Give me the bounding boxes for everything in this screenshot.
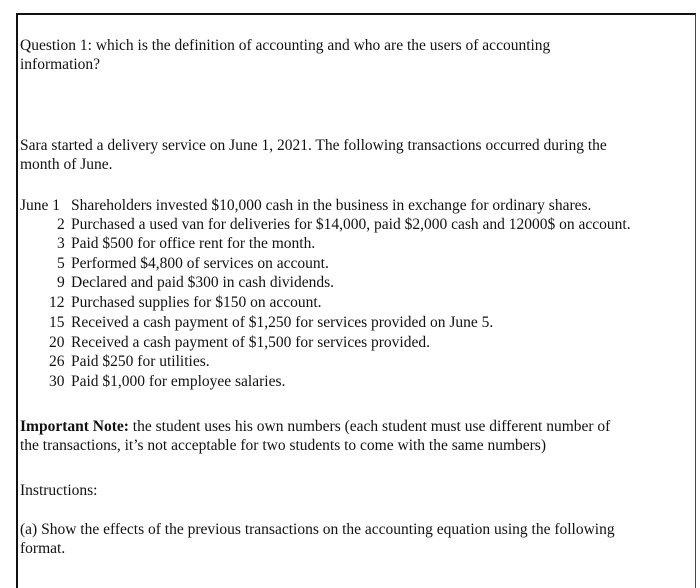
- question-1-line-2: information?: [20, 56, 101, 73]
- transaction-text: Paid $500 for office rent for the month.: [71, 235, 316, 252]
- important-note-line-2: the transactions, it’s not acceptable for two students to come with the same numbers): [20, 437, 547, 454]
- transaction-text: Paid $250 for utilities.: [71, 353, 210, 370]
- transaction-text: Performed $4,800 of services on account.: [71, 255, 329, 272]
- transaction-day: June 1: [20, 197, 61, 214]
- transaction-text: Shareholders invested $10,000 cash in the business in exchange for ordinary shares.: [71, 197, 592, 214]
- instructions-heading: Instructions:: [20, 482, 98, 499]
- transaction-day: 30: [49, 373, 65, 390]
- transaction-day: 5: [57, 255, 65, 272]
- question-1-line-1: Question 1: which is the definition of accounting and who are the users of accounting: [20, 37, 551, 54]
- intro-line-1: Sara started a delivery service on June 1, 2021. The following transactions occurred during the: [20, 137, 607, 154]
- transaction-day: 20: [49, 334, 65, 351]
- transaction-day: 15: [49, 314, 65, 331]
- transaction-text: Received a cash payment of $1,250 for services provided on June 5.: [71, 314, 494, 331]
- transaction-text: Purchased supplies for $150 on account.: [71, 294, 322, 311]
- important-note-label: Important Note:: [20, 418, 129, 435]
- transaction-text: Paid $1,000 for employee salaries.: [71, 373, 286, 390]
- transaction-day: 26: [49, 353, 65, 370]
- important-note-text: the student uses his own numbers (each student must use different number of: [128, 418, 611, 435]
- part-a-line-2: format.: [20, 540, 66, 557]
- transaction-day: 9: [57, 274, 65, 291]
- transaction-day: 12: [49, 294, 65, 311]
- transaction-text: Purchased a used van for deliveries for $14,000, paid $2,000 cash and 12000$ on account.: [71, 216, 631, 233]
- important-note-line-1: [20, 417, 690, 436]
- transaction-day: 3: [57, 235, 65, 252]
- transaction-text: Received a cash payment of $1,500 for services provided.: [71, 334, 430, 351]
- transaction-day: 2: [57, 216, 65, 233]
- part-a-line-1: (a) Show the effects of the previous transactions on the accounting equation using the following: [20, 521, 615, 538]
- intro-line-2: month of June.: [20, 156, 113, 173]
- transaction-text: Declared and paid $300 in cash dividends.: [71, 274, 334, 291]
